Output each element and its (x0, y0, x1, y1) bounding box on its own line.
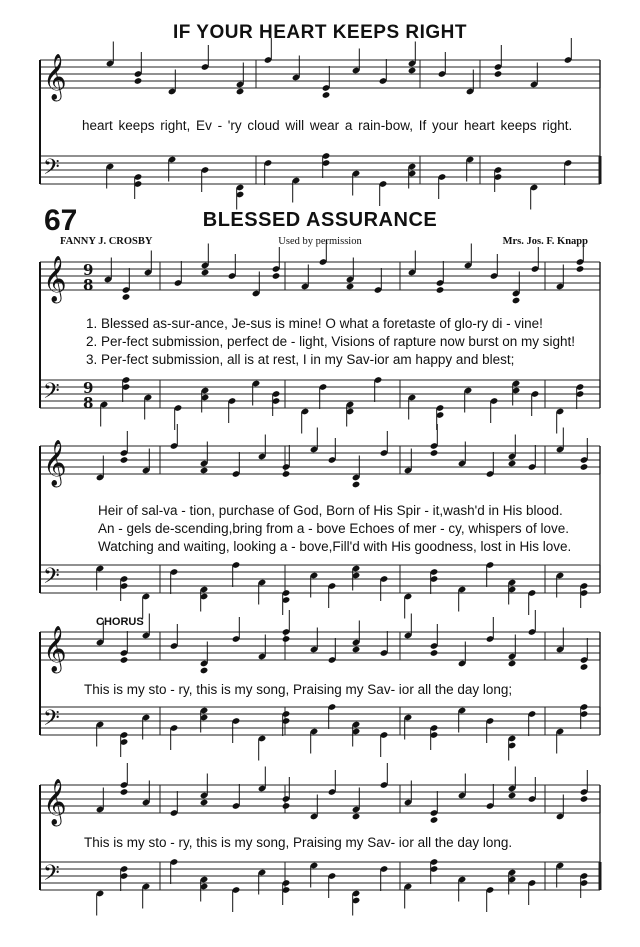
time-signature-bottom: 8 (83, 276, 94, 294)
time-signature-bottom: 8 (83, 394, 94, 412)
verse-2-line-1: 2. Per-fect submission, perfect de - light, Visions of rapture now burst on my sight! (86, 334, 575, 349)
permission-credit: Used by permission (278, 236, 362, 247)
treble-clef-icon: 𝄞 (43, 626, 67, 672)
verse-1-line-1: 1. Blessed as-sur-ance, Je-sus is mine! O what a foretaste of glo-ry di - vine! (86, 316, 543, 331)
verse-3-line-1: 3. Per-fect submission, all is at rest, I in my Sav-ior am happy and blest; (86, 352, 515, 367)
treble-clef-icon: 𝄞 (43, 256, 67, 302)
verse-3-line-2: Watching and waiting, looking a - bove,Fill'd with His goodness, lost in His love. (98, 539, 572, 554)
treble-clef-icon: 𝄞 (43, 779, 67, 825)
bass-clef-icon: 𝄢 (43, 861, 60, 891)
hymn-title-top: IF YOUR HEART KEEPS RIGHT (172, 22, 467, 43)
time-signature-top: 9 (83, 379, 94, 397)
lyric-line-top: heart keeps right, Ev - 'ry cloud will wear a rain-bow, If your heart keeps right. (82, 118, 573, 133)
hymn-number: 67 (44, 204, 78, 237)
author-credit: FANNY J. CROSBY (60, 236, 153, 247)
chorus-line-2: This is my sto - ry, this is my song, Praising my Sav- ior all the day long. (84, 835, 513, 850)
chorus-line-1: This is my sto - ry, this is my song, Praising my Sav- ior all the day long; (84, 682, 513, 697)
verse-2-line-2: An - gels de-scending,bring from a - bove Echoes of mer - cy, whispers of love. (98, 521, 569, 536)
bass-clef-icon: 𝄢 (43, 155, 60, 185)
verse-1-line-2: Heir of sal-va - tion, purchase of God, Born of His Spir - it,wash'd in His blood. (98, 503, 563, 518)
treble-clef-icon: 𝄞 (43, 54, 67, 100)
hymn-title: BLESSED ASSURANCE (202, 209, 438, 231)
composer-credit: Mrs. Jos. F. Knapp (502, 236, 588, 247)
time-signature-top: 9 (83, 261, 94, 279)
bass-clef-icon: 𝄢 (43, 379, 60, 409)
bass-clef-icon: 𝄢 (43, 564, 60, 594)
bass-clef-icon: 𝄢 (43, 706, 60, 736)
treble-clef-icon: 𝄞 (43, 440, 67, 486)
chorus-label: CHORUS (96, 616, 144, 628)
